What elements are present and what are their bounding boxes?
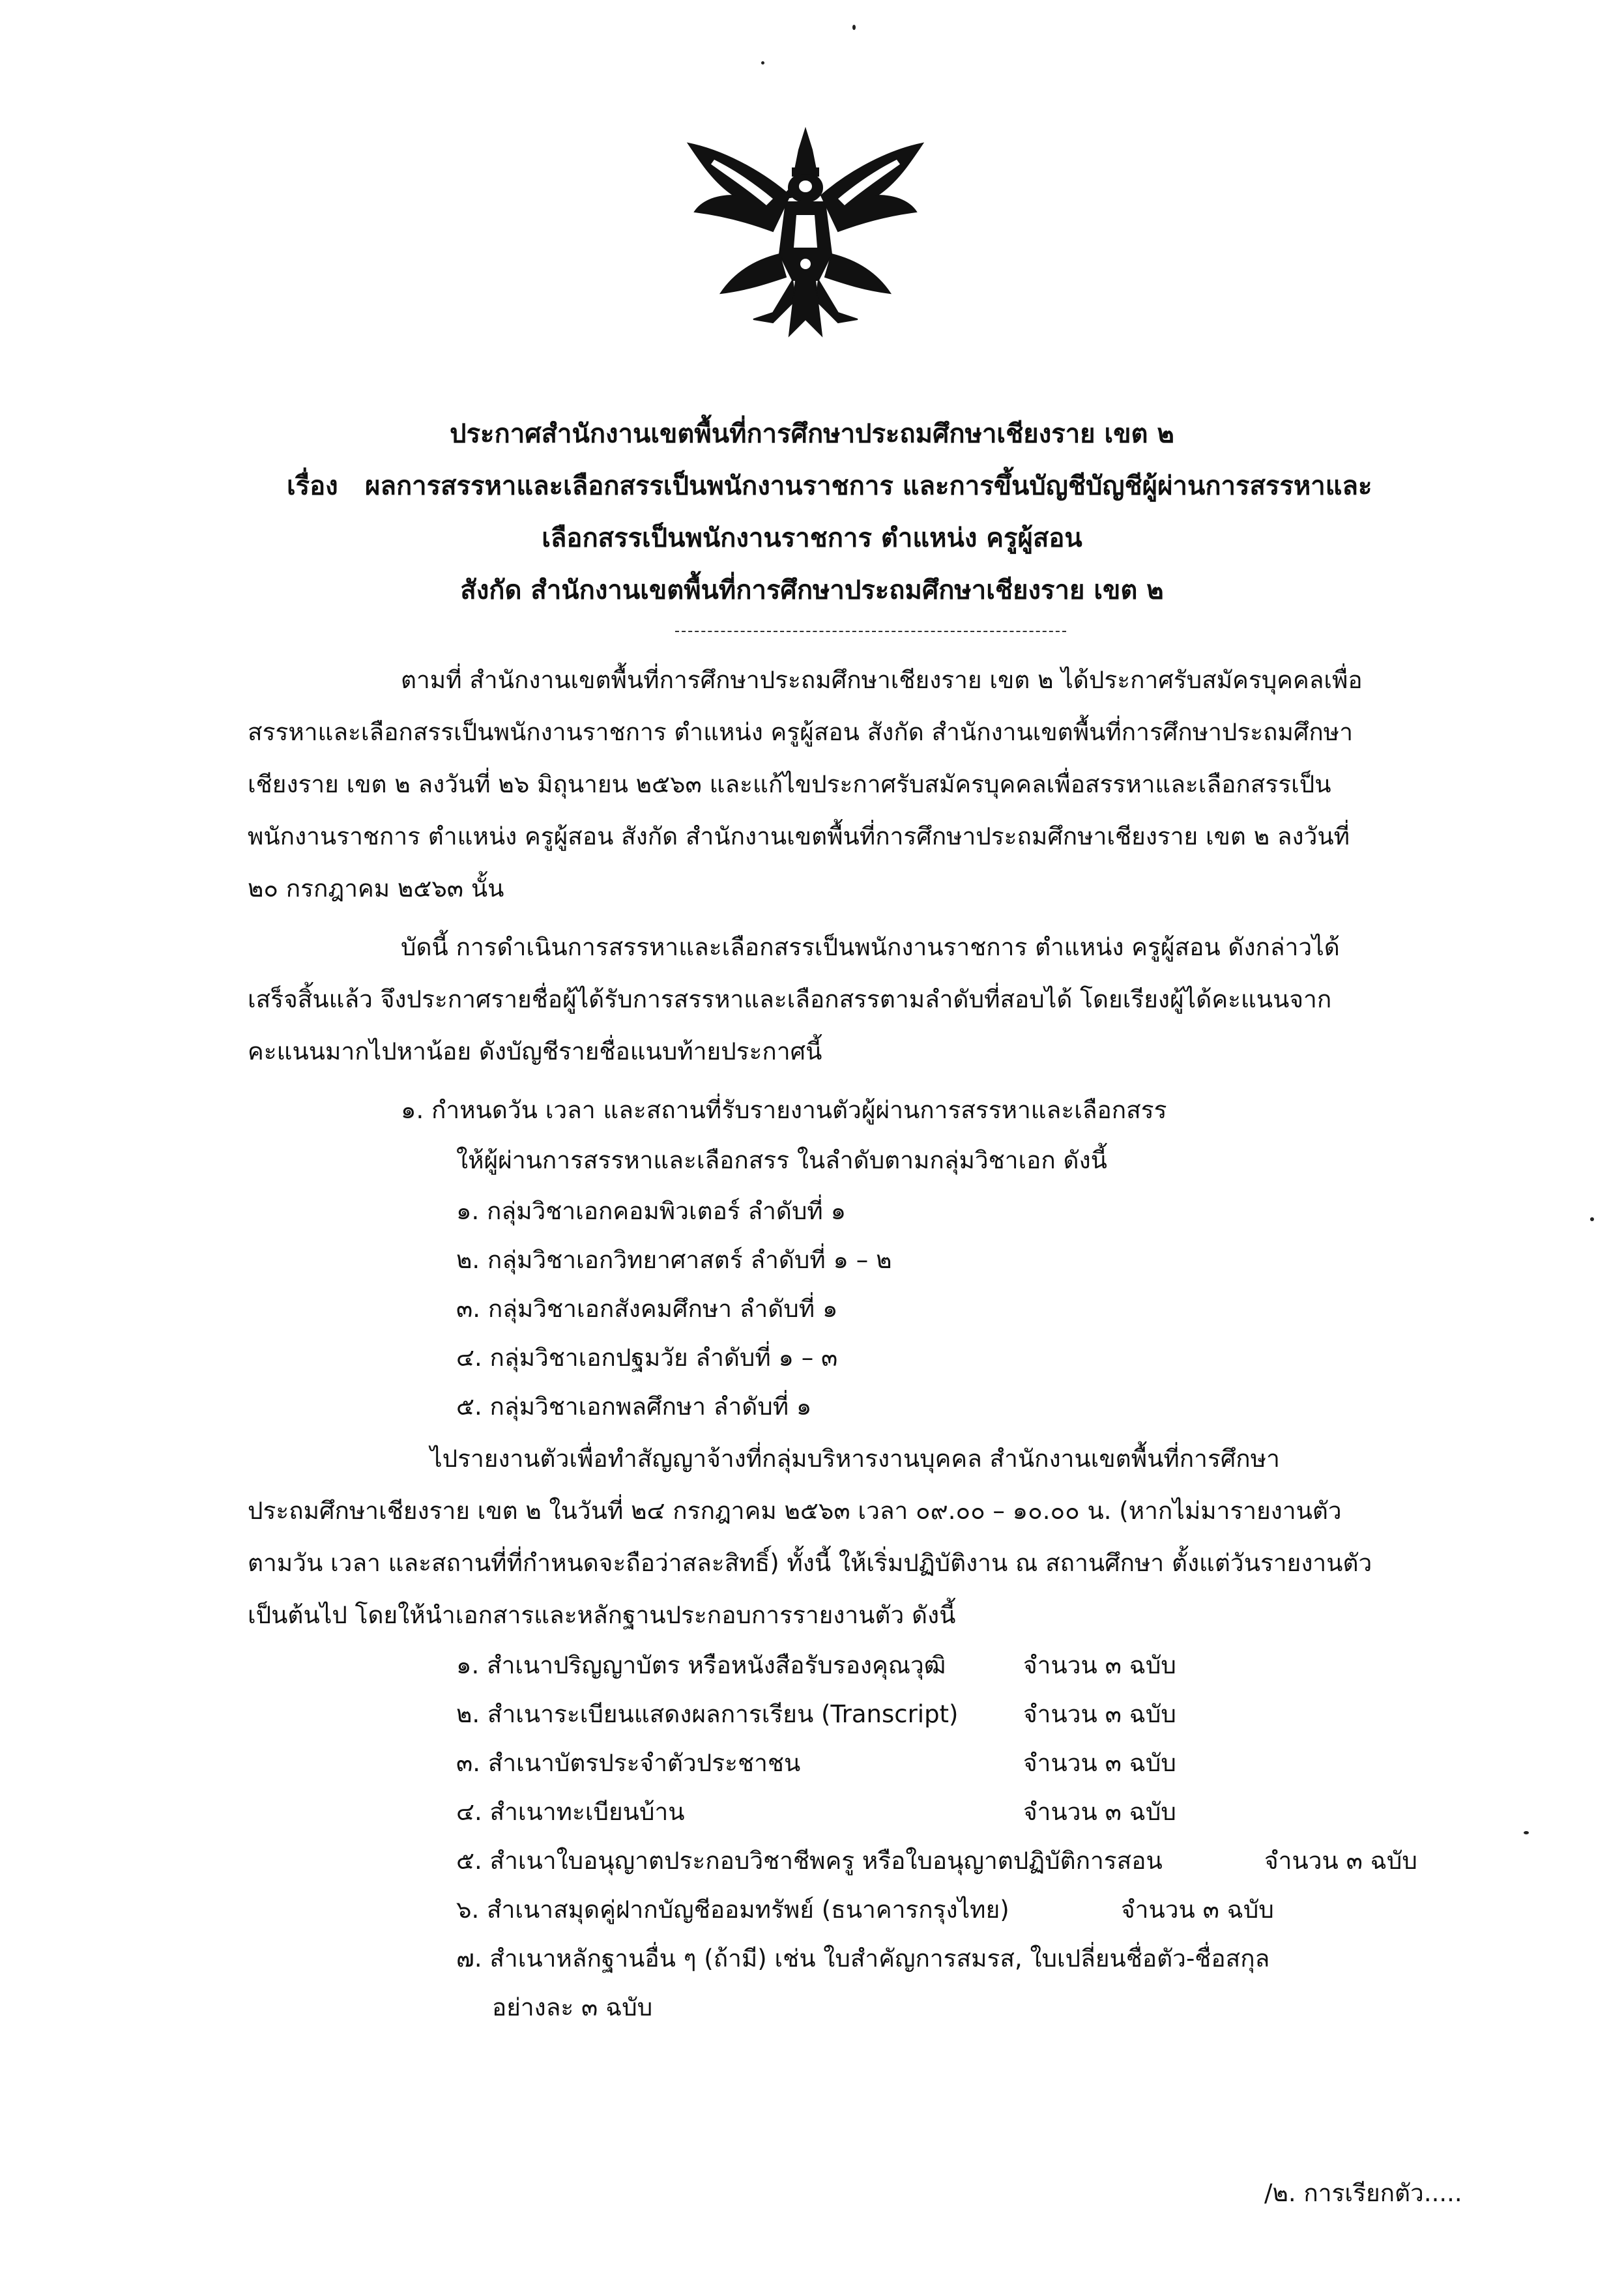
document-count: จำนวน ๓ ฉบับ: [1023, 1700, 1176, 1728]
scan-dot: [761, 61, 764, 65]
subject-label: เรื่อง: [287, 471, 338, 501]
scan-dot: [1524, 1831, 1529, 1834]
header-divider: [675, 631, 1066, 632]
document-count: จำนวน ๓ ฉบับ: [1264, 1847, 1417, 1875]
paragraph2-line-1: บัดนี้ การดำเนินการสรรหาและเลือกสรรเป็นพนักงานราชการ ตำแหน่ง ครูผู้สอน ดังกล่าวได้: [401, 933, 1340, 961]
document-count: จำนวน ๓ ฉบับ: [1023, 1651, 1176, 1679]
paragraph1-line-5: ๒๐ กรกฎาคม ๒๕๖๓ นั้น: [248, 875, 504, 903]
document-item: ๒. สำเนาระเบียนแสดงผลการเรียน (Transcript): [456, 1700, 959, 1728]
subject-line-1: ผลการสรรหาและเลือกสรรเป็นพนักงานราชการ และการขึ้นบัญชีบัญชีผู้ผ่านการสรรหาและ: [365, 471, 1372, 501]
subject-group-item: ๕. กลุ่มวิชาเอกพลศึกษา ลำดับที่ ๑: [456, 1393, 812, 1421]
section1-intro: ให้ผู้ผ่านการสรรหาและเลือกสรร ในลำดับตามกลุ่มวิชาเอก ดังนี้: [456, 1146, 1107, 1174]
report-line-4: เป็นต้นไป โดยให้นำเอกสารและหลักฐานประกอบการรายงานตัว ดังนี้: [248, 1601, 956, 1629]
subject-group-item: ๔. กลุ่มวิชาเอกปฐมวัย ลำดับที่ ๑ – ๓: [456, 1344, 838, 1372]
paragraph2-line-3: คะแนนมากไปหาน้อย ดังบัญชีรายชื่อแนบท้ายประกาศนี้: [248, 1037, 822, 1065]
page-continuation: /๒. การเรียกตัว.....: [1264, 2179, 1462, 2207]
subject-group-item: ๓. กลุ่มวิชาเอกสังคมศึกษา ลำดับที่ ๑: [456, 1295, 838, 1323]
subject-group-item: ๑. กลุ่มวิชาเอกคอมพิวเตอร์ ลำดับที่ ๑: [456, 1197, 847, 1225]
subject-line-3: สังกัด สำนักงานเขตพื้นที่การศึกษาประถมศึกษาเชียงราย เขต ๒: [460, 575, 1164, 605]
document-item: ๖. สำเนาสมุดคู่ฝากบัญชีออมทรัพย์ (ธนาคารกรุงไทย): [456, 1896, 1009, 1924]
paragraph1-line-2: สรรหาและเลือกสรรเป็นพนักงานราชการ ตำแหน่ง ครูผู้สอน สังกัด สำนักงานเขตพื้นที่การศึกษาประถมศึกษา: [248, 718, 1353, 746]
paragraph1-line-1: ตามที่ สำนักงานเขตพื้นที่การศึกษาประถมศึกษาเชียงราย เขต ๒ ได้ประกาศรับสมัครบุคคลเพื่อ: [401, 666, 1363, 694]
announcement-title: ประกาศสำนักงานเขตพื้นที่การศึกษาประถมศึกษาเชียงราย เขต ๒: [450, 419, 1174, 449]
paragraph1-line-4: พนักงานราชการ ตำแหน่ง ครูผู้สอน สังกัด สำนักงานเขตพื้นที่การศึกษาประถมศึกษาเชียงราย เขต ๒ ลงวันที่: [248, 822, 1350, 850]
document-count: จำนวน ๓ ฉบับ: [1023, 1749, 1176, 1777]
document-count: จำนวน ๓ ฉบับ: [1121, 1896, 1274, 1924]
subject-group-item: ๒. กลุ่มวิชาเอกวิทยาศาสตร์ ลำดับที่ ๑ – ๒: [456, 1246, 892, 1274]
garuda-emblem: [675, 124, 936, 345]
paragraph1-line-3: เชียงราย เขต ๒ ลงวันที่ ๒๖ มิถุนายน ๒๕๖๓ และแก้ไขประกาศรับสมัครบุคคลเพื่อสรรหาและเลือกสรรเป็น: [248, 770, 1331, 798]
scan-dot: [1590, 1217, 1594, 1221]
document-item: ๑. สำเนาปริญญาบัตร หรือหนังสือรับรองคุณวุฒิ: [456, 1651, 946, 1679]
section1-heading: ๑. กำหนดวัน เวลา และสถานที่รับรายงานตัวผู้ผ่านการสรรหาและเลือกสรร: [401, 1096, 1167, 1124]
report-line-1: ไปรายงานตัวเพื่อทำสัญญาจ้างที่กลุ่มบริหารงานบุคคล สำนักงานเขตพื้นที่การศึกษา: [430, 1445, 1280, 1473]
subject-line-2: เลือกสรรเป็นพนักงานราชการ ตำแหน่ง ครูผู้สอน: [542, 523, 1082, 553]
report-line-3: ตามวัน เวลา และสถานที่ที่กำหนดจะถือว่าสละสิทธิ์) ทั้งนี้ ให้เริ่มปฏิบัติงาน ณ สถานศึกษา ตั้งแต่วันรายงานตัว: [248, 1549, 1372, 1577]
document-item: ๓. สำเนาบัตรประจำตัวประชาชน: [456, 1749, 801, 1777]
document-count: จำนวน ๓ ฉบับ: [1023, 1798, 1176, 1826]
document-item-7: ๗. สำเนาหลักฐานอื่น ๆ (ถ้ามี) เช่น ใบสำคัญการสมรส, ใบเปลี่ยนชื่อตัว-ชื่อสกุล: [456, 1944, 1270, 1973]
document-item-7-count: อย่างละ ๓ ฉบับ: [492, 1993, 653, 2021]
paragraph2-line-2: เสร็จสิ้นแล้ว จึงประกาศรายชื่อผู้ได้รับการสรรหาและเลือกสรรตามลำดับที่สอบได้ โดยเรียงผู้ได้คะแนนจาก: [248, 985, 1332, 1013]
report-line-2: ประถมศึกษาเชียงราย เขต ๒ ในวันที่ ๒๔ กรกฎาคม ๒๕๖๓ เวลา ๐๙.๐๐ – ๑๐.๐๐ น. (หากไม่มารายงานตัว: [248, 1497, 1342, 1525]
document-item: ๕. สำเนาใบอนุญาตประกอบวิชาชีพครู หรือใบอนุญาตปฏิบัติการสอน: [456, 1847, 1163, 1875]
document-item: ๔. สำเนาทะเบียนบ้าน: [456, 1798, 685, 1826]
scan-dot: [852, 25, 856, 30]
